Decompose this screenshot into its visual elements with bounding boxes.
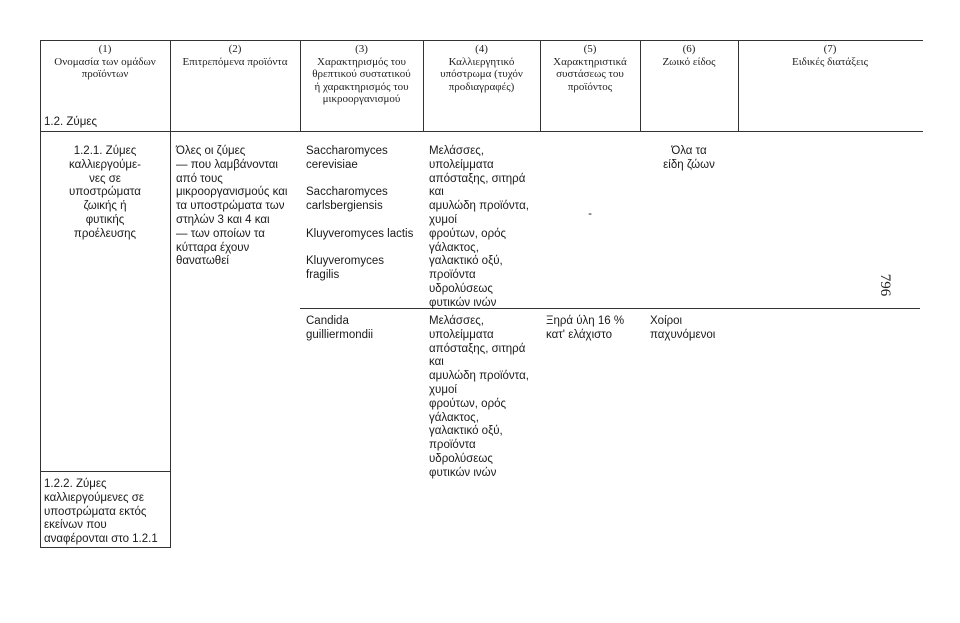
row-1-composition: - [588,208,592,220]
header-col-1-label: Ονομασία των ομάδων προϊόντων [54,55,156,80]
col-divider-6 [738,40,739,132]
row-divider-2 [40,471,170,472]
row-2-species: Χοίροι παχυνόμενοι [650,315,716,341]
col-divider-5 [640,40,641,132]
header-col-3 [302,43,421,106]
group-1-allowed-products: Όλες οι ζύμες — που λαμβάνονται από τους μικροοργανισμούς και τα υποστρώματα των στηλών 3 και 4 και — των οποίων τα κύτταρα έχουν θανατωθεί [176,145,288,268]
row-2-organisms: Candida guilliermondii [306,315,374,341]
header-col-3-num: (3) [355,43,368,55]
table-top-border [40,40,923,41]
header-col-3-label: Χαρακτηρισμός του θρεπτικού συστατικού ή χαρακτηρισμός του μικροοργανισμού [312,55,411,105]
col-divider-3 [423,40,424,132]
row-divider [300,308,920,309]
col-divider-1 [170,40,171,548]
header-col-7-num: (7) [823,43,837,55]
row-1-organisms: Saccharomyces cerevisiae Saccharomyces carlsbergiensis Kluyveromyces lactis Kluyveromyces fragilis [306,145,414,282]
header-col-1 [42,43,168,81]
header-col-2-num: (2) [228,43,242,55]
col-divider-4 [540,40,541,132]
header-bottom-border [40,131,923,132]
row-2-composition: Ξηρά ύλη 16 % κατ' ελάχιστο [546,315,625,341]
header-col-5 [542,43,638,93]
header-col-1-num: (1) [98,43,112,55]
header-col-6 [642,43,736,68]
row-2-substrate: Μελάσσες, υπολείμματα απόσταξης, σιτηρά και αμυλώδη προϊόντα, χυμοί φρούτων, ορός γάλακτος, γαλακτικό οξύ, προϊόντα υδρολύσεως φυτικών ινών [429,315,529,479]
header-col-5-label: Χαρακτηριστικά συστάσεως του προϊόντος [553,55,627,93]
header-col-2 [172,43,298,68]
group-1-name: 1.2.1. Ζύμες καλλιεργούμε- νες σε υποστρώματα ζωικής ή φυτικής προέλευσης [69,145,141,240]
table-bottom-border [40,547,170,548]
header-col-6-num: (6) [682,43,696,55]
header-col-4-num: (4) [475,43,488,55]
page-number: 796 [877,273,893,297]
header-col-6-label: Ζωικό είδος [662,55,716,68]
section-title: 1.2. Ζύμες [44,116,97,128]
header-col-7 [740,43,920,68]
group-2-name: 1.2.2. Ζύμες καλλιεργούμενες σε υποστρώματα εκτός εκείνων που αναφέρονται στο 1.2.1 [44,478,158,546]
header-col-7-label: Ειδικές διατάξεις [791,55,869,68]
header-col-2-label: Επιτρεπόμενα προϊόντα [182,55,288,68]
header-col-4-label: Καλλιεργητικό υπόστρωμα (τυχόν προδιαγραφές) [440,55,523,93]
header-col-4 [425,43,538,93]
row-1-substrate: Μελάσσες, υπολείμματα απόσταξης, σιτηρά και αμυλώδη προϊόντα, χυμοί φρούτων, ορός γάλακτος, γαλακτικό οξύ, προϊόντα υδρολύσεως φυτικών ινών [429,145,529,309]
table-left-border [40,40,41,548]
header-col-5-num: (5) [583,43,597,55]
col-divider-2 [300,40,301,132]
row-1-species: Όλα τα είδη ζώων [663,145,715,171]
